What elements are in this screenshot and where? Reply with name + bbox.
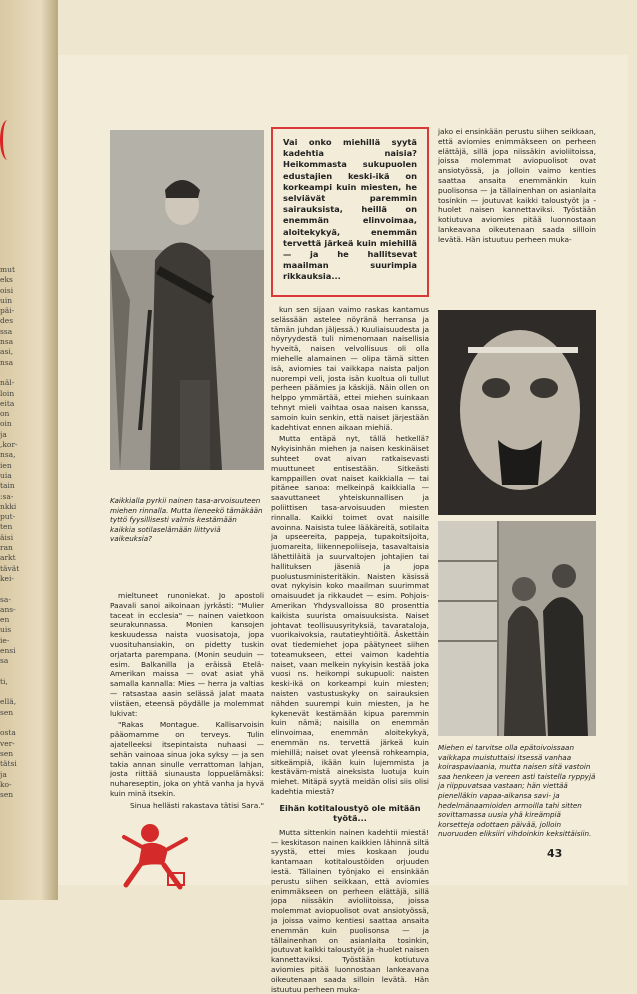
gutter-fragment: äisi bbox=[0, 532, 14, 542]
gutter-fragment: en bbox=[0, 615, 10, 625]
gutter-fragment: nkki bbox=[0, 501, 17, 511]
col2-paragraph: Mutta entäpä nyt, tällä hetkellä? Nykyisinhän miehen ja naisen keskinäiset suhteet ovat aivan ratkaisevasti muuttuneet entisestään. Sitkeästi kamppaillen ovat naiset kaikkialla — tai pitänee sanoa: melkeinpä kaikkialla — saavuttaneet yhteiskunnallisen ja poliittisen tasa-arvoisuuden miesten rinnalla. Kaikki toimet ovat naisille avoinna. Naisista tulee lääkäreitä, sotilaita ja upseereita, pappeja, tupakoitsijoita, juomareita, liikennepoliiseja, tasavaltaisia lähettiläitä ja suurvaltojen johtajien tai hallituksen jäseniä ja jopa puolustusministeritäkin. Naisten käsissä ovat nykyisin koko maailman suurimmat omaisuudet ja rikkaudet — esim. Pohjois-Amerikan Yhdysvalloissa 80 prosenttia kaikista suurista omaisuuksista. Naiset johtavat teollisuusyrityksiä, tavarataloja, vuorikaivoksia, rautatieyhtiöitä. Äskettäin ovat tiedemiehet jopa päätyneet siihen toteamukseen, ettei vaimon kadehtia naiset, vaan melkein nykyisin kestää joka vuosi ns. heikompi sukupuoli: naisten keski-ikä on korkeampi kuin miesten; naisten vastustuskyky on sairauksien nähden suurempi kuin miesten, ja he kykenevät kestämään kipua paremmin kuin nämä; naisilla on enemmän elinvoimaa, enemmän aloitekykyä, enemmän ns. tervettä järkeä kuin miehillä; naiset ovat yleensä rohkeampia, sitkeämpiä, ikään kuin lujemmista ja kestäväm-mistä aineksista luotuja kuin miehet. Mitäpä syytä meidän olisi siis olisi kadehtia miestä? bbox=[271, 434, 429, 797]
gutter-red-mark bbox=[0, 120, 15, 160]
col1-paragraph: "Rakas Montague. Kallisarvoisin pääomamme on terveys. Tulin ajatelleeksi itsepintaista nuhaasi — sehän vainoaa sinua joka syksy — ja sen takia annan sinulle verrattoman lahjan, josta riittää siunausta loppuelämäksi: nuhareseptin, joka on yhtä vanha ja hyvä kuin minä itsekin. bbox=[110, 720, 264, 798]
left-photo-caption: Kaikkialla pyrkii nainen tasa-arvoisuuteen miehen rinnalla. Mutta lieneekö tämäkään tyttö fyysillisesti valmis kestämään kaikkia sotilaselämään liittyviä vaikeuksia? bbox=[110, 496, 263, 544]
gutter-fragment: eks bbox=[0, 275, 13, 285]
page-number: 43 bbox=[547, 847, 563, 860]
gutter-fragment: ensi bbox=[0, 645, 16, 655]
gutter-fragment: päi- bbox=[0, 306, 15, 316]
gutter-fragment: eita bbox=[0, 398, 15, 408]
gutter-fragment: sen bbox=[0, 748, 14, 758]
gutter-fragment bbox=[0, 667, 24, 677]
gutter-fragment: ti, bbox=[0, 676, 8, 686]
gutter-fragment: ver- bbox=[0, 738, 15, 748]
pull-quote-box: Vai onko miehillä syytä kadehtia naisia? Heikommasta sukupuolen edustajien keski-ikä on korkeampi kuin miesten, he selviävät paremmin sairauksista, heillä on enemmän elinvoimaa, aloitekykyä, enemmän tervettä järkeä kuin miehillä — ja he hallitsevat maailman suurimpia rikkauksia... bbox=[271, 127, 429, 297]
gutter-fragment: nsa bbox=[0, 357, 14, 367]
gutter-fragment: osta bbox=[0, 728, 16, 738]
col1-paragraph: mieltuneet runoniekat. Jo apostoli Paavali sanoi aikoinaan jyrkästi: "Mulier taceat in ecclesia" — nainen vaietkoon seurakunnassa. Monien kansojen keskuudessa naista vuosisatoja, jopa vuosituhansiakin, on pidetty tuskin orjatarta parempana. (Monin seuduin — esim. Balkanilla ja eräissä Etelä-Amerikan maissa — ovat asiat yhä samalla kannalla: Mies — herra ja valtias — ratsastaa aasin selässä jalat maata viistäen, eteensä pöydälle ja molemmat lukivat: bbox=[110, 591, 264, 718]
article-column-2 bbox=[271, 305, 429, 994]
gutter-fragment: ien bbox=[0, 460, 12, 470]
gutter-fragment: kei- bbox=[0, 573, 14, 583]
page-gutter bbox=[0, 0, 58, 900]
gutter-fragment bbox=[0, 584, 24, 594]
col1-paragraph: Sinua hellästi rakastava tätisi Sara." bbox=[130, 800, 264, 810]
gutter-fragment: ans- bbox=[0, 604, 16, 614]
gutter-fragment: arkt bbox=[0, 553, 16, 563]
gutter-fragment bbox=[0, 368, 24, 378]
gutter-fragment: des bbox=[0, 316, 14, 326]
gutter-fragment: tain bbox=[0, 481, 15, 491]
gutter-fragment: ja bbox=[0, 769, 7, 779]
gutter-fragment: mut bbox=[0, 265, 15, 274]
gutter-fragment: ten bbox=[0, 522, 13, 532]
gutter-fragment bbox=[0, 687, 24, 697]
gutter-fragment: ja bbox=[0, 429, 7, 439]
gutter-fragment: näl- bbox=[0, 378, 15, 388]
col2-paragraph: Mutta sittenkin nainen kadehtii miestä! — keskitason nainen kaikkien lähinnä siltä syystä, ettei mies koskaan joudu kantamaan kotitaloustöiden orjuuden iestä. Tällainen työnjako ei ensinkään perustu siihen seikkaan, että aviomies enimmäkseen on perheen elättäjä, sillä jopa niissäkin avioliitoissa, joissa molemmat aviopuolisot ovat ansiotyössä, ja joissa vaimo kentiesi saattaa ansaita enemmän kuin puolisonsa — ja tällainenhan on asianlaita tosinkin, joutuvat kaikki taloustyöt ja -huolet naisen kannettaviksi. Työstään kotiutuva aviomies pitää luonnostaan lankeavana oikeutenaan saada silloin levätä. Hän istuutuu perheen muka- bbox=[271, 827, 429, 994]
gutter-fragment: :sa- bbox=[0, 491, 14, 501]
gutter-fragment: oin bbox=[0, 419, 12, 429]
gutter-fragment: ko- bbox=[0, 779, 12, 789]
gutter-text-fragments bbox=[0, 265, 24, 800]
gutter-fragment: sa- bbox=[0, 594, 11, 604]
gutter-fragment: put- bbox=[0, 512, 16, 522]
gutter-fragment: ,kor- bbox=[0, 440, 18, 450]
gutter-fragment: loin bbox=[0, 388, 15, 398]
right-photo-caption: Miehen ei tarvitse olla epätoivoissaan vaikkapa muistuttaisi itsessä vanhaa koiraspaviaania, mutta naisen sitä vastoin saa henkeen ja vereen asti taistella ryppyjä ja riippuvatsaa vastaan; hän viettää pienelläkin vapaa-aikansa savi- ja hedelmänaamioiden armoilla tahi sitten sovittamassa uusia yhä kireämpiä korsetteja odottaen päivää, jolloin nuoruuden eliksiiri vihdoinkin keksittäisiin. bbox=[438, 743, 596, 839]
gutter-fragment: sen bbox=[0, 790, 14, 800]
gutter-fragment: ran bbox=[0, 543, 13, 553]
gutter-fragment: ie- bbox=[0, 635, 10, 645]
gutter-fragment: asi, bbox=[0, 347, 14, 357]
gutter-fragment: tävät bbox=[0, 563, 20, 573]
photo-woman-soldier bbox=[110, 130, 264, 470]
gutter-fragment: sa bbox=[0, 656, 9, 666]
article-column-1 bbox=[110, 591, 264, 810]
gutter-fragment: tätsi bbox=[0, 759, 17, 769]
gutter-fragment: ssa bbox=[0, 326, 13, 336]
col2-subheading: Eihän kotitaloustyö ole mitään työtä... bbox=[279, 802, 421, 823]
magazine-page bbox=[58, 55, 628, 994]
gutter-fragment: on bbox=[0, 409, 10, 419]
red-figure-illustration bbox=[120, 815, 190, 895]
gutter-fragment: ellä, bbox=[0, 697, 17, 707]
gutter-fragment: oisi bbox=[0, 285, 14, 295]
photo-face-mask bbox=[438, 310, 596, 515]
gutter-fragment: uis bbox=[0, 625, 12, 635]
col3-paragraph: jako ei ensinkään perustu siihen seikkaan, että aviomies enimmäkseen on perheen elättäjä, sillä jopa niissäkin avioliitoissa, joissa molemmat aviopuolisot ovat ansiotyössä, ja jolloin vaimo kenties saattaa ansaita enemmänkin kuin puolisonsa — ja tällainenhan on asianlaita tosinkin — joutuvat kaikki taloustyöt ja -huolet naisen kannettaviksi. Työstään kotiutuva aviomies pitää luonnostaan lankeavana oikeutenaan saada sillloin levätä. Hän istuutuu perheen muka- bbox=[438, 127, 596, 244]
photo-corset-fitting bbox=[438, 521, 596, 736]
gutter-fragment bbox=[0, 718, 24, 728]
gutter-fragment: uin bbox=[0, 295, 13, 305]
gutter-fragment: nsa, bbox=[0, 450, 16, 460]
article-column-3 bbox=[438, 127, 596, 305]
gutter-fragment: sen bbox=[0, 707, 14, 717]
gutter-fragment: nsa bbox=[0, 337, 14, 347]
gutter-fragment: uia bbox=[0, 470, 12, 480]
col2-paragraph: kun sen sijaan vaimo raskas kantamus selässään astelee nöyränä herransa ja tämän juhdan jäljessä.) Kuuliaisuudesta ja nöyryydestä tuli nimenomaan naisellisia hyveitä, naisen velvollisuus oli olla miehelle alamainen — olipa tämä sitten isä, aviomies tai vaikkapa naista paljon nuorempi veli, josta isän kuoltua oli tullut perheen päämies ja käskijä. Näin ollen on helppo ymmärtää, ettei miehen suinkaan tehnyt mieli vaihtaa osaa naisen kanssa, samoin kuin senkin, että naiset järjestään kadehtivat ennen aikaan miehiä. bbox=[271, 305, 429, 432]
